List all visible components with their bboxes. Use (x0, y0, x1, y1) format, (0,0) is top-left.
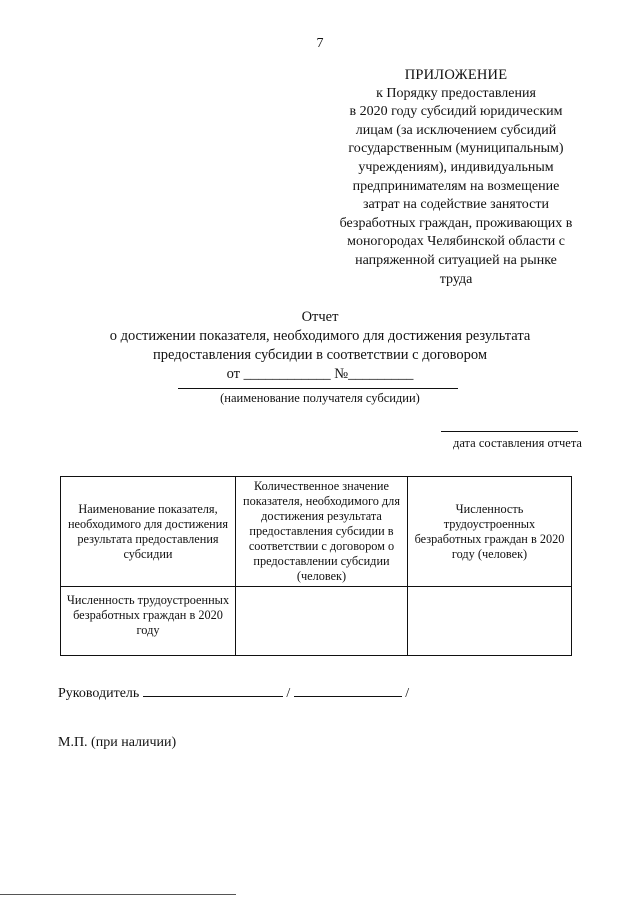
row-indicator-name: Численность трудоустроенных безработных граждан в 2020 году (66, 593, 230, 637)
appendix-line: учреждениям), индивидуальным (358, 159, 554, 175)
signature-separator: / (286, 686, 291, 701)
appendix-line: государственным (муниципальным) (348, 141, 564, 157)
report-date-caption: дата составления отчета (452, 436, 582, 450)
table-header-cell (236, 477, 408, 587)
recipient-caption: (наименование получателя субсидии) (220, 391, 420, 405)
appendix-line: в 2020 году субсидий юридическим (349, 104, 563, 120)
appendix-line: моногородах Челябинской области с (347, 234, 565, 250)
table-cell[interactable] (408, 587, 572, 656)
stamp-note: М.П. (при наличии) (58, 735, 177, 750)
report-date-field (441, 431, 578, 432)
signature-field[interactable] (143, 681, 283, 697)
signature-label: Руководитель (58, 686, 140, 701)
table-header-row (61, 477, 572, 587)
table-header-cell (408, 477, 572, 587)
appendix-line: лицам (за исключением субсидий (355, 122, 557, 138)
appendix-line: затрат на содействие занятости (363, 197, 549, 213)
recipient-name-field (178, 388, 458, 389)
table-header-cell (61, 477, 236, 587)
appendix-heading: ПРИЛОЖЕНИЕ (404, 67, 508, 83)
indicators-table (60, 476, 572, 656)
report-subtitle-line: предоставления субсидии в соответствии с договором (152, 347, 488, 363)
appendix-block (318, 66, 594, 289)
report-date-number-line: от ____________ №_________ (226, 366, 414, 382)
page-number: 7 (316, 36, 324, 51)
appendix-line: напряженной ситуацией на рынке (355, 252, 557, 268)
report-subtitle-line: о достижении показателя, необходимого для достижения результата (109, 328, 531, 344)
report-title: Отчет (301, 309, 339, 325)
signature-separator: / (405, 686, 410, 701)
header-target-value: Количественное значение показателя, необходимого для достижения результата предоставления субсидии в соответствии с договором о предоставлении субсидии (человек) (243, 479, 400, 583)
table-row (61, 587, 572, 656)
appendix-line: труда (439, 271, 473, 287)
header-indicator-name: Наименование показателя, необходимого для достижения результата предоставления субсидии (67, 501, 229, 561)
footer-rule (0, 894, 236, 895)
table-cell (61, 587, 236, 656)
table-cell[interactable] (236, 587, 408, 656)
report-title-block (0, 308, 640, 384)
appendix-line: к Порядку предоставления (376, 85, 536, 101)
signature-name-field[interactable] (294, 681, 402, 697)
signature-line (58, 681, 409, 702)
appendix-line: безработных граждан, проживающих в (339, 215, 573, 231)
appendix-line: предпринимателям на возмещение (352, 178, 560, 194)
header-actual-value: Численность трудоустроенных безработных граждан в 2020 году (человек) (414, 501, 565, 561)
